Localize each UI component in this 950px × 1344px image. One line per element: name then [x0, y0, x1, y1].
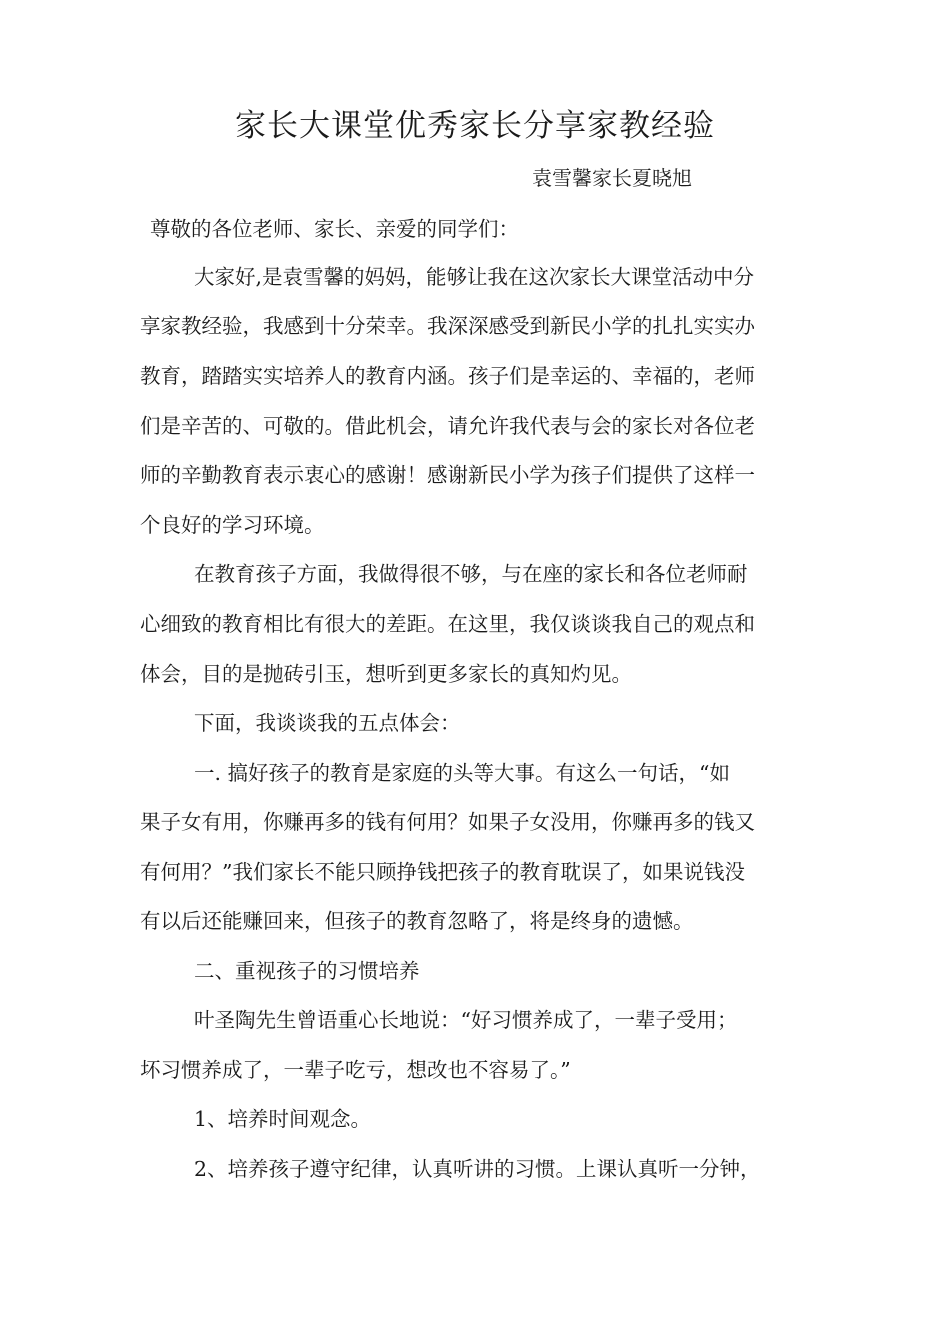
paragraph-line: 大家好,是袁雪馨的妈妈，能够让我在这次家长大课堂活动中分	[194, 265, 755, 289]
paragraph-line: 心细致的教育相比有很大的差距。在这里，我仅谈谈我自己的观点和	[140, 612, 755, 636]
paragraph-line: 叶圣陶先生曾语重心长地说：“好习惯养成了，一辈子受用；	[194, 1008, 738, 1032]
paragraph-line: 教育，踏踏实实培养人的教育内涵。孩子们是幸运的、幸福的，老师	[140, 364, 755, 388]
paragraph-line: 1、培养时间观念。	[194, 1107, 372, 1131]
paragraph-line: 个良好的学习环境。	[140, 513, 325, 537]
paragraph-line: 体会，目的是抛砖引玉，想听到更多家长的真知灼见。	[140, 662, 632, 686]
paragraph-line: 坏习惯养成了，一辈子吃亏，想改也不容易了。”	[140, 1058, 571, 1082]
paragraph-line: 一. 搞好孩子的教育是家庭的头等大事。有这么一句话，“如	[194, 761, 731, 785]
paragraph-line: 们是辛苦的、可敬的。借此机会，请允许我代表与会的家长对各位老	[140, 414, 755, 438]
paragraph-line: 享家教经验，我感到十分荣幸。我深深感受到新民小学的扎扎实实办	[140, 314, 755, 338]
section-heading: 二、重视孩子的习惯培养	[194, 959, 420, 983]
author-line: 袁雪馨家长夏晓旭	[532, 166, 692, 190]
paragraph-line: 在教育孩子方面，我做得很不够，与在座的家长和各位老师耐	[194, 562, 748, 586]
paragraph-line: 果子女有用，你赚再多的钱有何用？如果子女没用，你赚再多的钱又	[140, 810, 755, 834]
paragraph-line: 2、培养孩子遵守纪律，认真听讲的习惯。上课认真听一分钟，	[194, 1157, 761, 1181]
document-title: 家长大课堂优秀家长分享家教经验	[235, 108, 715, 144]
paragraph-line: 师的辛勤教育表示衷心的感谢！感谢新民小学为孩子们提供了这样一	[140, 463, 755, 487]
paragraph-line: 下面，我谈谈我的五点体会：	[194, 711, 461, 735]
salutation: 尊敬的各位老师、家长、亲爱的同学们：	[150, 217, 519, 241]
paragraph-line: 有何用？”我们家长不能只顾挣钱把孩子的教育耽误了，如果说钱没	[140, 860, 745, 884]
paragraph-line: 有以后还能赚回来，但孩子的教育忽略了，将是终身的遗憾。	[140, 909, 694, 933]
